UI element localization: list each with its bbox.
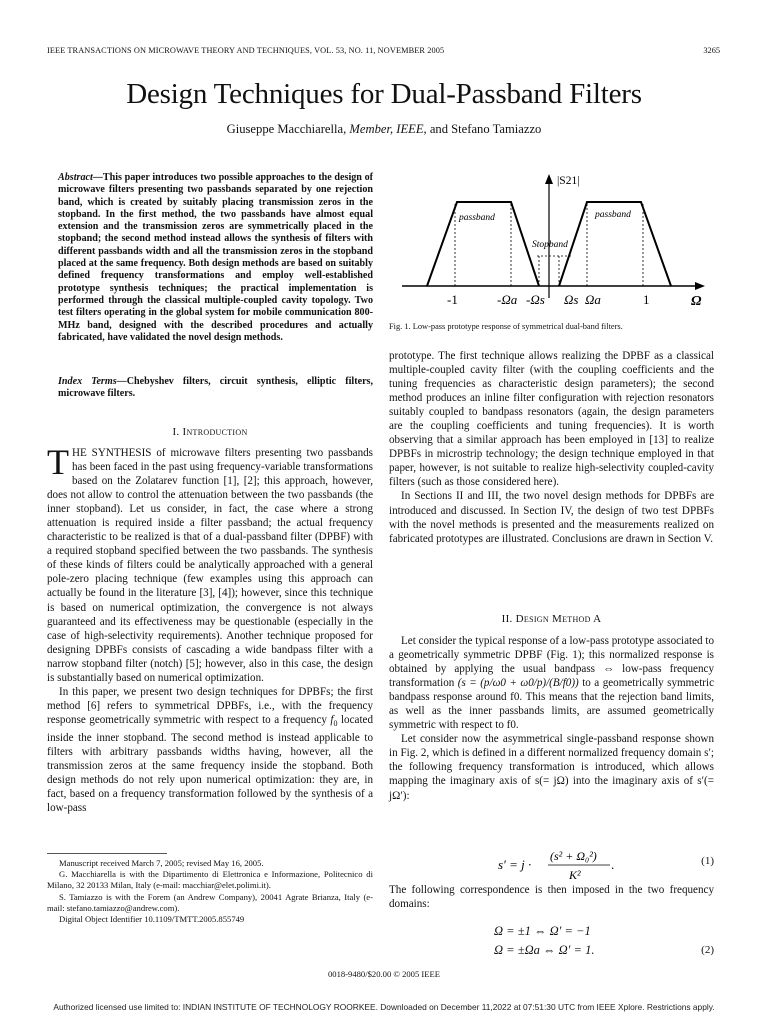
section-2-heading bbox=[389, 613, 714, 625]
author-1-role: Member, IEEE, bbox=[349, 122, 427, 136]
drop-cap: T bbox=[47, 442, 69, 482]
intro-body bbox=[47, 442, 373, 815]
tick-omega-s: Ωs bbox=[564, 292, 579, 307]
license-notice: Authorized licensed use limited to: INDIAN INSTITUTE OF TECHNOLOGY ROORKEE. Downloaded on December 11,2022 at 07:51:30 UTC from IEEE Xplore. Restrictions apply. bbox=[53, 1002, 715, 1012]
footnote-divider bbox=[47, 853, 167, 854]
footnote-1: Manuscript received March 7, 2005; revised May 16, 2005. bbox=[59, 858, 264, 868]
footnotes bbox=[47, 858, 373, 925]
tick-neg-omega-a: -Ωa bbox=[497, 292, 518, 307]
method-a-paragraph-2: Let consider now the asymmetrical single-passband response shown in Fig. 2, which is defined in a different normalized frequency domain s′; the following frequency transformation is introduced, which allows mapping the imaginary axis of s(= jΩ) into the imaginary axis of s′(= jΩ′): bbox=[389, 733, 714, 802]
section-2-title: Design Method A bbox=[515, 613, 602, 625]
equation-2b: Ω = ±Ωa ⇔ Ω′ = 1. bbox=[494, 943, 595, 957]
figure-1 bbox=[389, 168, 719, 318]
method-a-inline-eq: (s = (p/ω0 + ω0/p)/(B/f0)) bbox=[457, 677, 579, 690]
index-terms-label: Index Terms— bbox=[58, 376, 127, 387]
svg-text:(s² + Ω₀²): (s² + Ω₀²) bbox=[550, 849, 597, 863]
footnote-4: Digital Object Identifier 10.1109/TMTT.2005.855749 bbox=[59, 914, 245, 925]
x-axis-label: Ω bbox=[691, 294, 702, 309]
index-terms bbox=[58, 376, 373, 401]
paper-title: Design Techniques for Dual-Passband Filters bbox=[126, 78, 642, 110]
equation-2a: Ω = ±1 ⇔ Ω′ = −1 bbox=[494, 924, 591, 938]
section-1-title: Introduction bbox=[182, 426, 248, 438]
page-number: 3265 bbox=[703, 46, 720, 55]
abstract bbox=[58, 172, 373, 344]
tick-neg1: -1 bbox=[447, 292, 458, 307]
tick-omega-a: Ωa bbox=[585, 292, 601, 307]
tick-neg-omega-s: -Ωs bbox=[526, 292, 545, 307]
intro-f0-sub: 0 bbox=[333, 719, 338, 729]
equation-1-number: (1) bbox=[701, 855, 714, 867]
x-axis-arrow bbox=[695, 282, 705, 290]
svg-text:K²: K² bbox=[569, 868, 581, 882]
journal-header: IEEE TRANSACTIONS ON MICROWAVE THEORY AND TECHNIQUES, VOL. 53, NO. 11, NOVEMBER 2005 bbox=[47, 46, 445, 55]
svg-text:.: . bbox=[611, 857, 615, 872]
copyright: 0018-9480/$20.00 © 2005 IEEE bbox=[327, 969, 441, 979]
right-paragraph-2: In Sections II and III, the two novel design methods for DPBFs are introduced and discussed. In Section IV, the design of two test DPBFs with the novel methods is presented and the measurements realized on fabricated prototypes are illustrated. Conclusions are drawn in Section V. bbox=[389, 490, 714, 545]
intro-paragraph-1 bbox=[47, 442, 373, 685]
method-a-p3b: to a geometrically symmetric bandpass response around f0. This means that the rejection band limits, as well as the inner passbands limits, are assumed geometrically symmetric with respect to f0. bbox=[389, 677, 714, 732]
footnote-3: S. Tamiazzo is with the Forem (an Andrew Company), 20041 Agrate Brianza, Italy (e-mail: stefano.tamiazzo@andrew.com). bbox=[47, 891, 373, 913]
label-stopband: Stopband bbox=[532, 240, 568, 250]
tick-1: 1 bbox=[643, 292, 650, 307]
right-paragraph-1: prototype. The first technique allows realizing the DPBF as a classical multiple-coupled cavity filter (with the coupling coefficients and the tuning frequencies as characteristic design parameters); the second method produces an inline filter configuration with rejection resonators suitably coupled to bandpass resonators (again, the design parameters are the coupling coefficients and tuning frequencies). It is worth observing that a similar approach has been employed in [13] to realize DPBFs in microstrip technology; the design technique employed in that paper, however, is not suitable to realize high-selectivity coupled-cavity filters (such as those considered here). bbox=[389, 350, 714, 489]
abstract-text: This paper introduces two possible approaches to the design of microwave filters presenting two passbands separated by one rejection band, which is created by suitably placing transmission zeros in the stopband. In the first method, the two passbands have almost equal extension and the transmission zeros are symmetrically placed in the stopband; the second method instead allows the synthesis of filters with different passbands width and all the transmission zeros in the stopband placed at the same frequency. Both design methods are based on suitably defined frequency transformations and employ well-established prototype synthesis techniques; the practical implementation is performed through the classical multiple-coupled cavity topology. Two test filters operating in the global system for mobile communication 800-MHz band, designed with the described procedures and actually fabricated, have validated the novel design methods. bbox=[58, 172, 373, 343]
section-1-number: I. bbox=[172, 426, 180, 438]
equation-2-number: (2) bbox=[701, 944, 714, 956]
footnote-2: G. Macchiarella is with the Dipartimento di Elettronica e Informazione, Politecnico di Milano, 32 20133 Milan, Italy (e-mail: macchiar@elet.polimi.it). bbox=[47, 869, 373, 891]
label-passband-right: passband bbox=[595, 210, 631, 220]
section-2-number: II. bbox=[501, 613, 513, 625]
equation-1-graphic bbox=[498, 846, 623, 884]
label-passband-left: passband bbox=[459, 213, 495, 223]
section-1-heading bbox=[47, 426, 373, 438]
author-1: Giuseppe Macchiarella, bbox=[226, 122, 347, 136]
index-terms-text: Chebyshev filters, circuit synthesis, elliptic filters, microwave filters. bbox=[58, 376, 373, 400]
intro-f0: f bbox=[330, 713, 334, 726]
method-a-paragraph-1 bbox=[389, 634, 714, 732]
correspondence-paragraph: The following correspondence is then imposed in the two frequency domains: bbox=[389, 884, 714, 911]
method-a-body bbox=[389, 634, 714, 803]
intro-p1-text: HE SYNTHESIS of microwave filters presenting two passbands has been faced in the past using frequency-variable transformations based on the Zolatarev function [1], [2]; this approach, however, does not allow to control the attenuation between the two passbands (the inner stopband). Let us consider, in fact, the case where a strong attenuation is required inside a filter passband; the actual frequency characteristic to be realized is that of a dual-passband filter (DPBF) with a required stopband specified between the two passbands. The synthesis of these kinds of filters could be analytically approached with a general pole-zero placing technique (few examples using this approach can actually be found in the literature [3], [4]); however, since this technique is based on numerical optimization, the convergence is not always guaranteed and its effectiveness may be questionable (especially in the case of high-selectivity requirements). Another technique proposed for designing DPBFs consists of cascading a wide bandpass filter with a narrow stopband filter (notch) [5]; however, also in this case, the design is substantially based on numerical optimization. bbox=[47, 447, 373, 684]
authors bbox=[0, 122, 768, 137]
y-axis-label: |S21| bbox=[557, 175, 580, 187]
right-column-body bbox=[389, 349, 714, 546]
abstract-label: Abstract— bbox=[58, 172, 103, 183]
correspondence-text bbox=[389, 883, 714, 911]
figure-1-caption: Fig. 1. Low-pass prototype response of symmetrical dual-band filters. bbox=[389, 322, 623, 331]
svg-text:s′ = j ·: s′ = j · bbox=[498, 857, 532, 872]
y-axis-arrow bbox=[545, 174, 553, 184]
equation-1 bbox=[498, 846, 623, 888]
intro-paragraph-2 bbox=[47, 685, 373, 816]
intro-p2a: In this paper, we present two design techniques for DPBFs; the first method [6] refers to symmetrical DPBFs, i.e., with the frequency response geometrically symmetric with respect to a frequency bbox=[47, 685, 373, 726]
author-2: and Stefano Tamiazzo bbox=[429, 122, 542, 136]
intro-p2b: located inside the inner stopband. The second method is instead applicable to filters with arbitrary passbands widths having, however, all the transmission zeros at the same frequency inside the stopband. Both design methods do not rely upon numerical optimization: they are, in fact, based on a frequency transformation followed by the synthesis of a low-pass bbox=[47, 713, 373, 815]
method-a-p3a: Let consider the typical response of a low-pass prototype associated to a geometrically symmetric DPBF (Fig. 1); this normalized response is obtained by applying the usual bandpass ⇔ low-pass frequency transformation bbox=[389, 635, 714, 690]
